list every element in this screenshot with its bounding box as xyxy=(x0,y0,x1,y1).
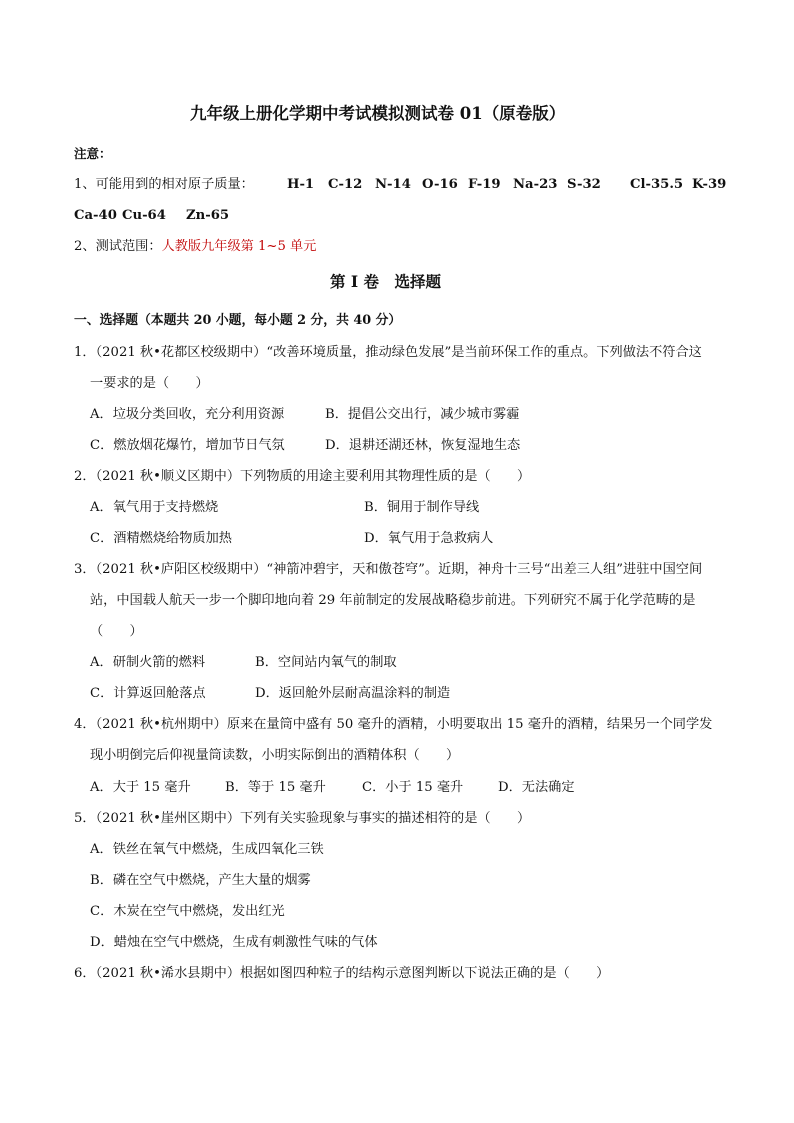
question-2-option-a: A．氧气用于支持燃烧 xyxy=(90,500,219,515)
notice-item-1-prefix: 1、可能用到的相对原子质量： xyxy=(74,177,254,192)
question-1-option-b: B．提倡公交出行，减少城市雾霾 xyxy=(325,407,520,422)
question-3-line-1: 3．（2021 秋•庐阳区校级期中）“神箭冲碧宇，天和傲苍穹”。近期，神舟十三号“出差三人组”进驻中国空间 xyxy=(74,562,703,577)
atomic-mass: Na-23 xyxy=(513,177,558,192)
question-1-line-2: 一要求的是（ ） xyxy=(90,376,209,391)
atomic-mass: Zn-65 xyxy=(186,208,230,223)
question-3-option-b: B．空间站内氧气的制取 xyxy=(255,655,397,670)
question-4-option-b: B．等于 15 毫升 xyxy=(225,780,326,795)
notice-item-2-prefix: 2、测试范围： xyxy=(74,239,162,254)
question-5-option-c: C．木炭在空气中燃烧，发出红光 xyxy=(90,904,285,919)
question-2-option-d: D．氧气用于急救病人 xyxy=(364,531,494,546)
question-1-line-1: 1．（2021 秋•花都区校级期中）“改善环境质量，推动绿色发展”是当前环保工作的重点。下列做法不符合这 xyxy=(74,345,702,360)
question-5-option-a: A．铁丝在氧气中燃烧，生成四氧化三铁 xyxy=(90,842,324,857)
question-1-option-d: D．退耕还湖还林，恢复湿地生态 xyxy=(325,438,521,453)
question-1-option-a: A．垃圾分类回收，充分利用资源 xyxy=(90,407,285,422)
question-3-option-c: C．计算返回舱落点 xyxy=(90,686,206,701)
atomic-mass: C-12 xyxy=(328,177,363,192)
question-4-option-c: C．小于 15 毫升 xyxy=(362,780,464,795)
notice-label: 注意： xyxy=(74,146,112,161)
notice-item-1 xyxy=(74,175,254,195)
question-3-option-d: D．返回舱外层耐高温涂料的制造 xyxy=(255,686,451,701)
question-1-option-c: C．燃放烟花爆竹，增加节日气氛 xyxy=(90,438,285,453)
question-4-option-d: D．无法确定 xyxy=(498,780,575,795)
question-2-line-1: 2．（2021 秋•顺义区期中）下列物质的用途主要利用其物理性质的是（ ） xyxy=(74,469,531,484)
atomic-mass: O-16 xyxy=(422,177,458,192)
atomic-mass: F-19 xyxy=(468,177,501,192)
question-3-line-2: 站，中国载人航天一步一个脚印地向着 29 年前制定的发展战略稳步前进。下列研究不属于化学范畴的是 xyxy=(90,593,696,608)
atomic-mass: Cl-35.5 xyxy=(630,177,684,192)
question-4-line-1: 4．（2021 秋•杭州期中）原来在量筒中盛有 50 毫升的酒精，小明要取出 15 毫升的酒精，结果另一个同学发 xyxy=(74,717,713,732)
question-6-line-1: 6．（2021 秋•浠水县期中）根据如图四种粒子的结构示意图判断以下说法正确的是（ ） xyxy=(74,966,610,981)
question-2-option-c: C．酒精燃烧给物质加热 xyxy=(90,531,232,546)
question-5-option-d: D．蜡烛在空气中燃烧，生成有刺激性气味的气体 xyxy=(90,935,378,950)
atomic-mass: S-32 xyxy=(567,177,601,192)
atomic-mass: Cu-64 xyxy=(122,208,166,223)
question-4-line-2: 现小明倒完后仰视量筒读数，小明实际倒出的酒精体积（ ） xyxy=(90,748,460,763)
exam-title: 九年级上册化学期中考试模拟测试卷 01（原卷版） xyxy=(190,104,566,123)
atomic-mass: H-1 xyxy=(287,177,315,192)
test-scope: 人教版九年级第 1~5 单元 xyxy=(161,239,317,254)
question-4-option-a: A．大于 15 毫升 xyxy=(90,780,191,795)
atomic-mass: N-14 xyxy=(375,177,411,192)
section-heading: 一、选择题（本题共 20 小题，每小题 2 分，共 40 分） xyxy=(74,313,402,328)
question-3-option-a: A．研制火箭的燃料 xyxy=(90,655,206,670)
atomic-mass: Ca-40 xyxy=(74,208,117,223)
question-5-line-1: 5．（2021 秋•崖州区期中）下列有关实验现象与事实的描述相符的是（ ） xyxy=(74,811,531,826)
question-2-option-b: B．铜用于制作导线 xyxy=(364,500,480,515)
question-3-line-3: （ ） xyxy=(90,624,143,639)
atomic-mass: K-39 xyxy=(692,177,727,192)
part-title: 第 I 卷 选择题 xyxy=(330,272,442,291)
question-5-option-b: B．磷在空气中燃烧，产生大量的烟雾 xyxy=(90,873,311,888)
notice-item-2 xyxy=(74,237,316,257)
